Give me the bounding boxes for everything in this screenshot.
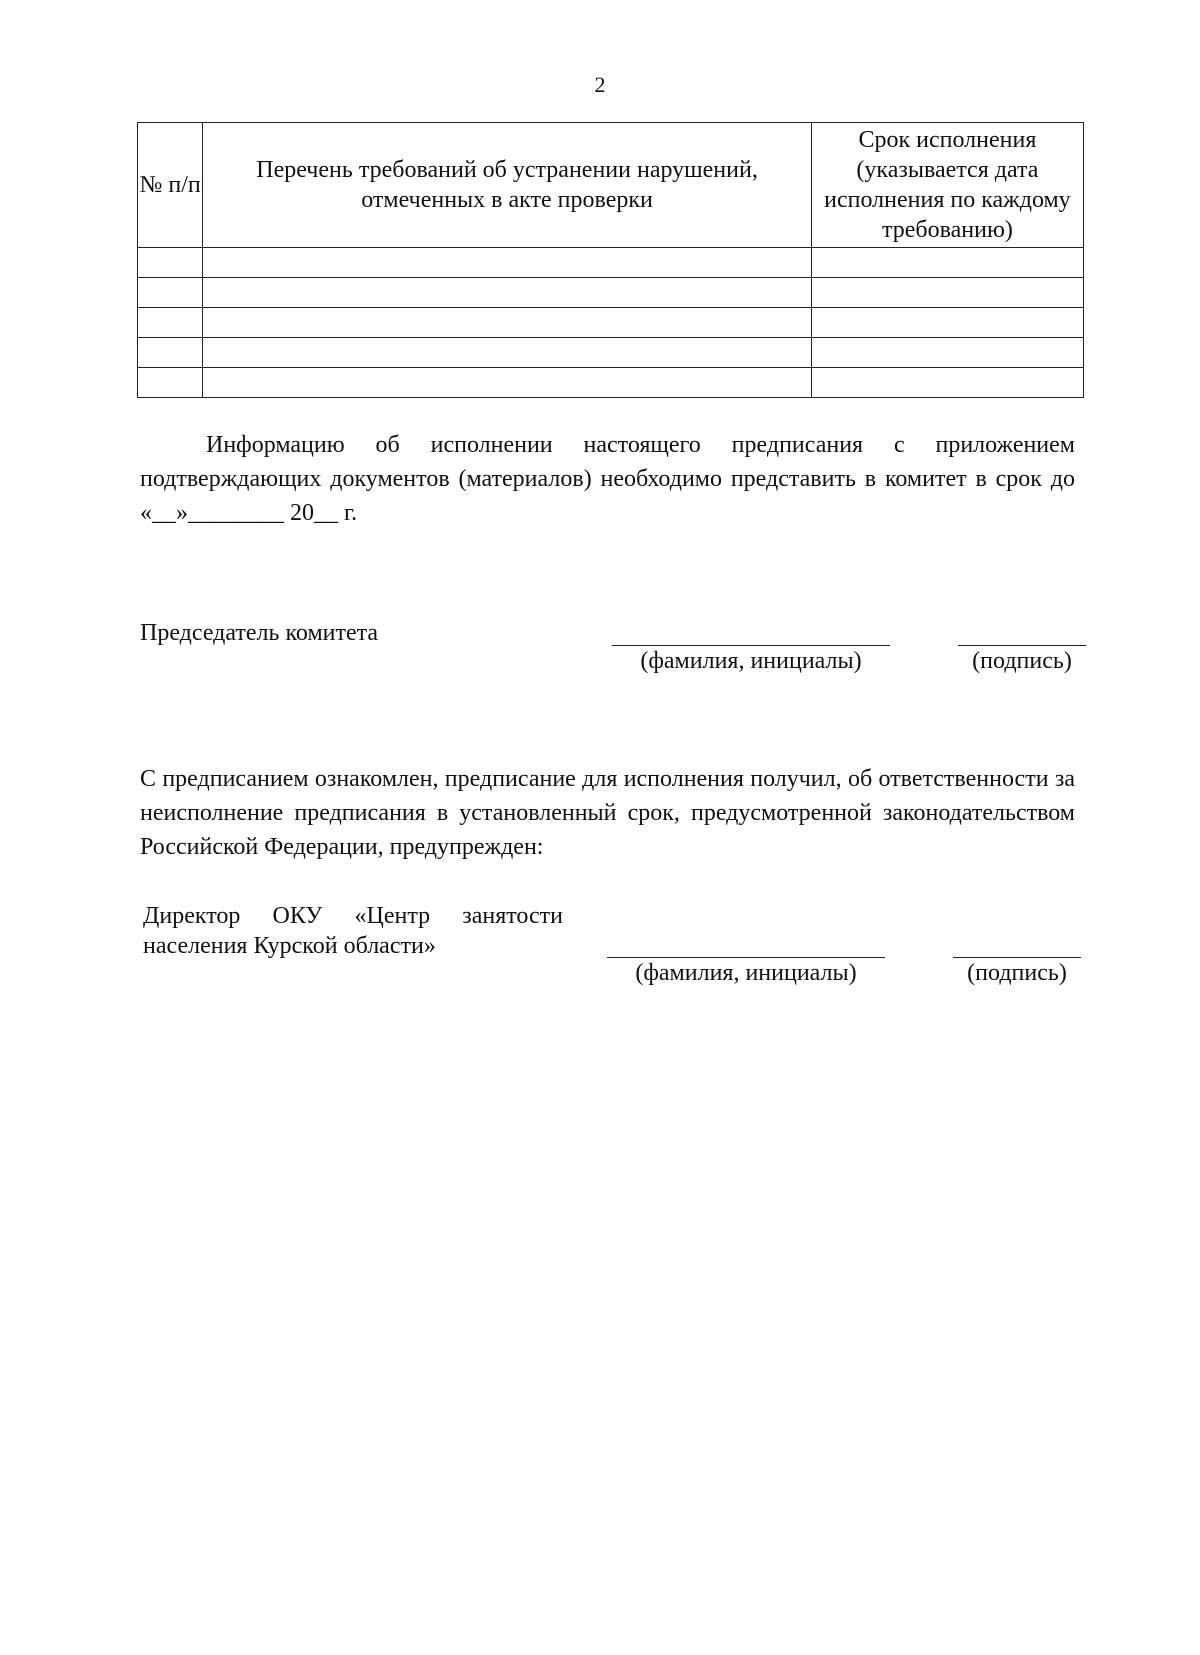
director-signature-line: [953, 957, 1081, 958]
cell-number: [138, 278, 203, 308]
cell-requirement: [203, 338, 812, 368]
cell-deadline: [811, 248, 1083, 278]
requirements-table: [137, 122, 1084, 398]
table-header-row: [138, 123, 1084, 248]
table-row: [138, 248, 1084, 278]
cell-number: [138, 338, 203, 368]
chairman-signature-caption: (подпись): [972, 648, 1072, 674]
chairman-signature-line: [958, 645, 1086, 646]
table-row: [138, 368, 1084, 398]
cell-requirement: [203, 308, 812, 338]
chairman-name-line: [612, 645, 890, 646]
table-row: [138, 338, 1084, 368]
chairman-name-caption: (фамилия, инициалы): [640, 648, 862, 674]
director-name-line: [607, 957, 885, 958]
page-number: 2: [594, 72, 606, 97]
cell-deadline: [811, 338, 1083, 368]
header-number: № п/п: [138, 123, 203, 248]
header-requirements: Перечень требований об устранении нарушений, отмеченных в акте проверки: [203, 123, 812, 248]
cell-requirement: [203, 278, 812, 308]
chairman-title: Председатель комитета: [140, 620, 379, 646]
table-row: [138, 278, 1084, 308]
director-name-caption: (фамилия, инициалы): [635, 960, 857, 986]
table-row: [138, 308, 1084, 338]
cell-number: [138, 248, 203, 278]
cell-requirement: [203, 248, 812, 278]
cell-number: [138, 308, 203, 338]
cell-deadline: [811, 278, 1083, 308]
acknowledgement-paragraph: С предписанием ознакомлен, предписание для исполнения получил, об ответственности за неисполнение предписания в установленный срок, предусмотренной законодательством Российской Федерации, предупрежден:: [140, 766, 1075, 860]
cell-requirement: [203, 368, 812, 398]
director-title: Директор ОКУ «Центр занятости населения Курской области»: [143, 903, 563, 959]
cell-deadline: [811, 308, 1083, 338]
info-paragraph: Информацию об исполнении настоящего предписания с приложением подтверждающих документов (материалов) необходимо представить в комитет в срок до «__»________ 20__ г.: [140, 432, 1075, 526]
director-signature-caption: (подпись): [967, 960, 1067, 986]
cell-number: [138, 368, 203, 398]
header-deadline: Срок исполнения (указывается дата исполнения по каждому требованию): [811, 123, 1083, 248]
cell-deadline: [811, 368, 1083, 398]
